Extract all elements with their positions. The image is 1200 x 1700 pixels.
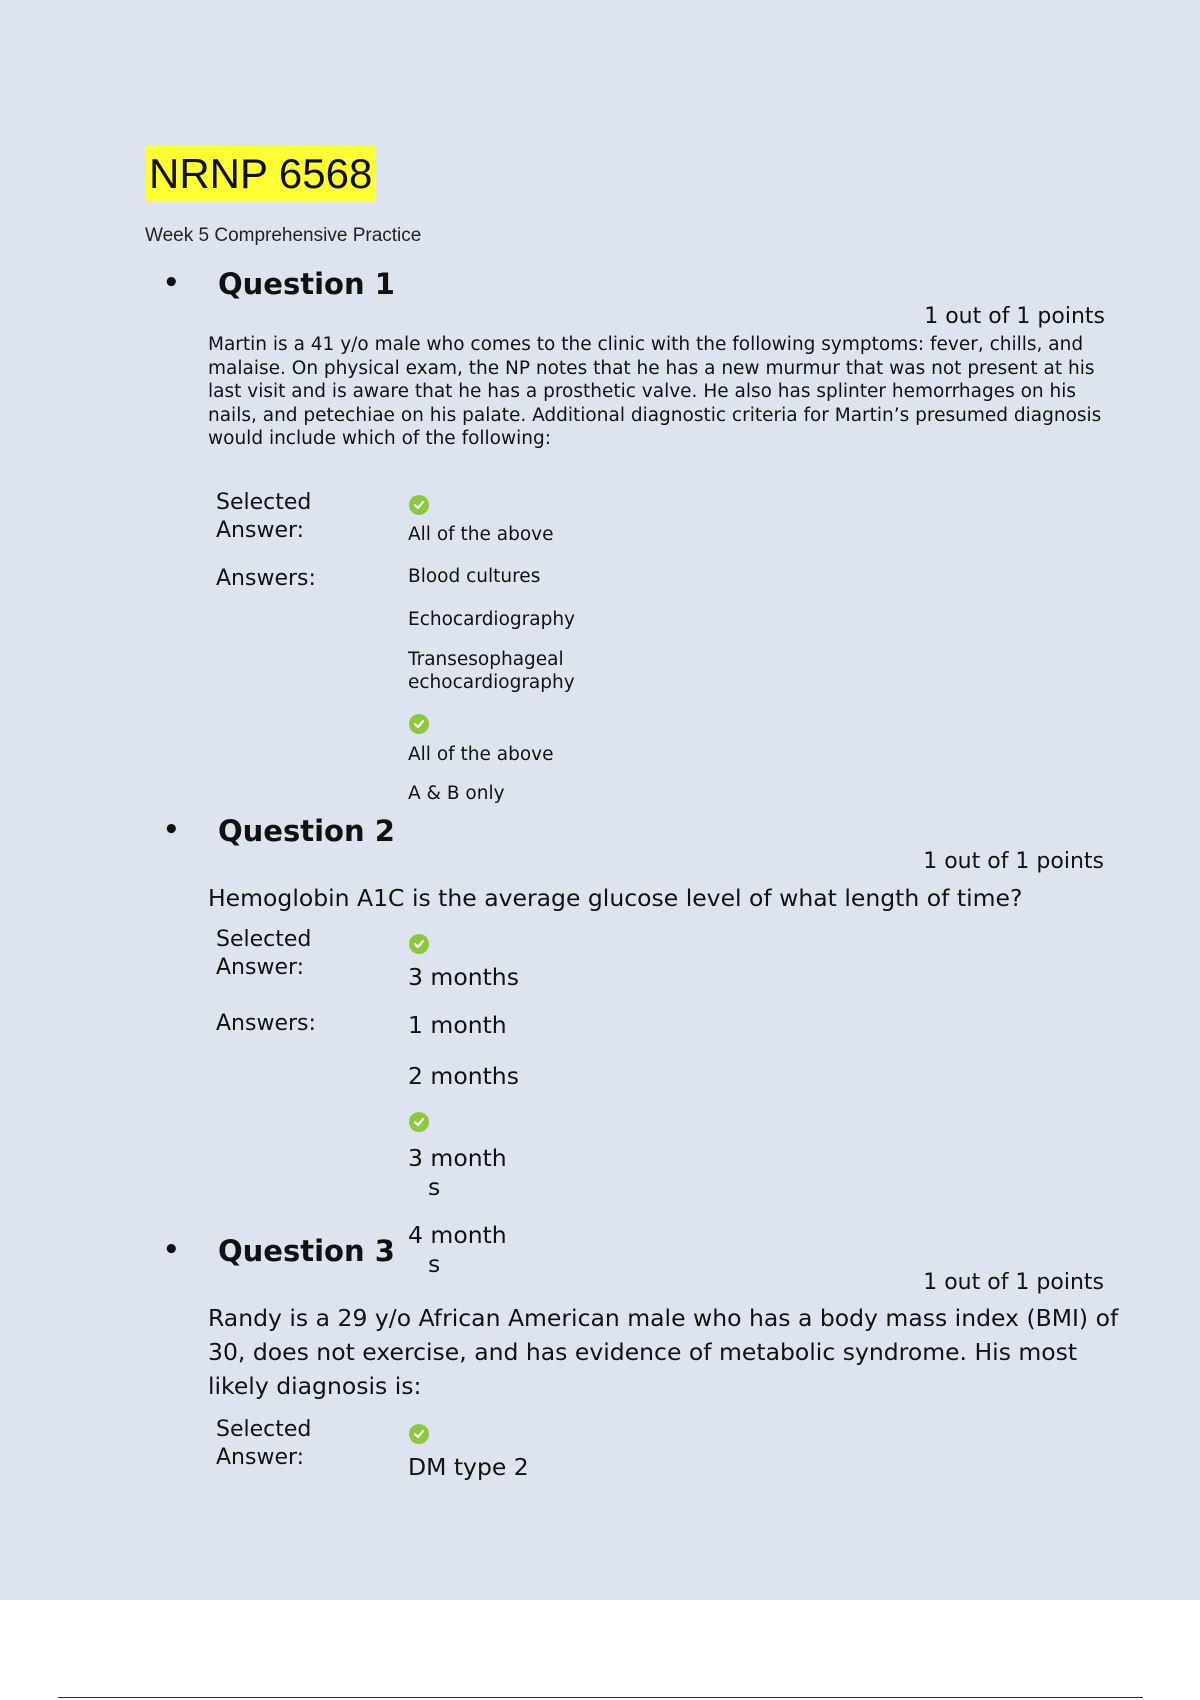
answer-label: Answer:	[216, 955, 305, 980]
check-circle-icon	[409, 1112, 429, 1132]
answer-option: Transesophageal echocardiography	[408, 649, 575, 693]
answer-label: Answer:	[216, 518, 305, 543]
page-title: NRNP 6568	[145, 146, 376, 202]
answers-label: Answers:	[216, 1011, 316, 1036]
answer-option: Blood cultures	[408, 566, 541, 587]
answer-option: 1 month	[408, 1011, 507, 1039]
selected-answer: DM type 2	[408, 1453, 529, 1481]
check-circle-icon	[409, 714, 429, 734]
question-title: Question 3	[218, 1234, 395, 1268]
selected-label: Selected	[216, 490, 312, 515]
answer-option: Echocardiography	[408, 609, 575, 630]
answer-option-wrap: s	[428, 1250, 441, 1278]
question-text: Hemoglobin A1C is the average glucose level of what length of time?	[208, 884, 1023, 912]
points-badge: 1 out of 1 points	[923, 1270, 1104, 1295]
answer-label: Answer:	[216, 1445, 305, 1470]
selected-label: Selected	[216, 927, 312, 952]
selected-answer: All of the above	[408, 524, 554, 545]
answer-option-wrap: s	[428, 1173, 441, 1201]
page-subtitle: Week 5 Comprehensive Practice	[145, 225, 422, 246]
points-badge: 1 out of 1 points	[924, 304, 1105, 329]
bullet: •	[163, 1235, 180, 1265]
answer-option: 3 month	[408, 1144, 507, 1172]
answers-label: Answers:	[216, 566, 316, 591]
answer-option: 2 months	[408, 1062, 519, 1090]
answer-option: A & B only	[408, 783, 505, 804]
question-title: Question 1	[218, 267, 395, 301]
selected-label: Selected	[216, 1417, 312, 1442]
footer-divider	[58, 1697, 1143, 1698]
points-badge: 1 out of 1 points	[923, 849, 1104, 874]
question-text: Randy is a 29 y/o African American male who has a body mass index (BMI) of 30, does not exercise, and has evidence of metabolic syndrome. His most likely diagnosis is:	[208, 1304, 1119, 1400]
bullet: •	[163, 268, 180, 298]
check-circle-icon	[409, 495, 429, 515]
answer-option: All of the above	[408, 744, 554, 765]
check-circle-icon	[409, 934, 429, 954]
question-text: Martin is a 41 y/o male who comes to the clinic with the following symptoms: fever, chills, and malaise. On physical exam, the NP notes that he has a new murmur that was not present at his last visit and is aware that he has a prosthetic valve. He also has splinter hemorrhages on his nails, and petechiae on his palate. Additional diagnostic criteria for Martin’s presumed diagnosis would include which of the following:	[208, 334, 1102, 449]
bullet: •	[163, 815, 180, 845]
question-title: Question 2	[218, 814, 395, 848]
answer-option: 4 month	[408, 1221, 507, 1249]
check-circle-icon	[409, 1424, 429, 1444]
selected-answer: 3 months	[408, 963, 519, 991]
